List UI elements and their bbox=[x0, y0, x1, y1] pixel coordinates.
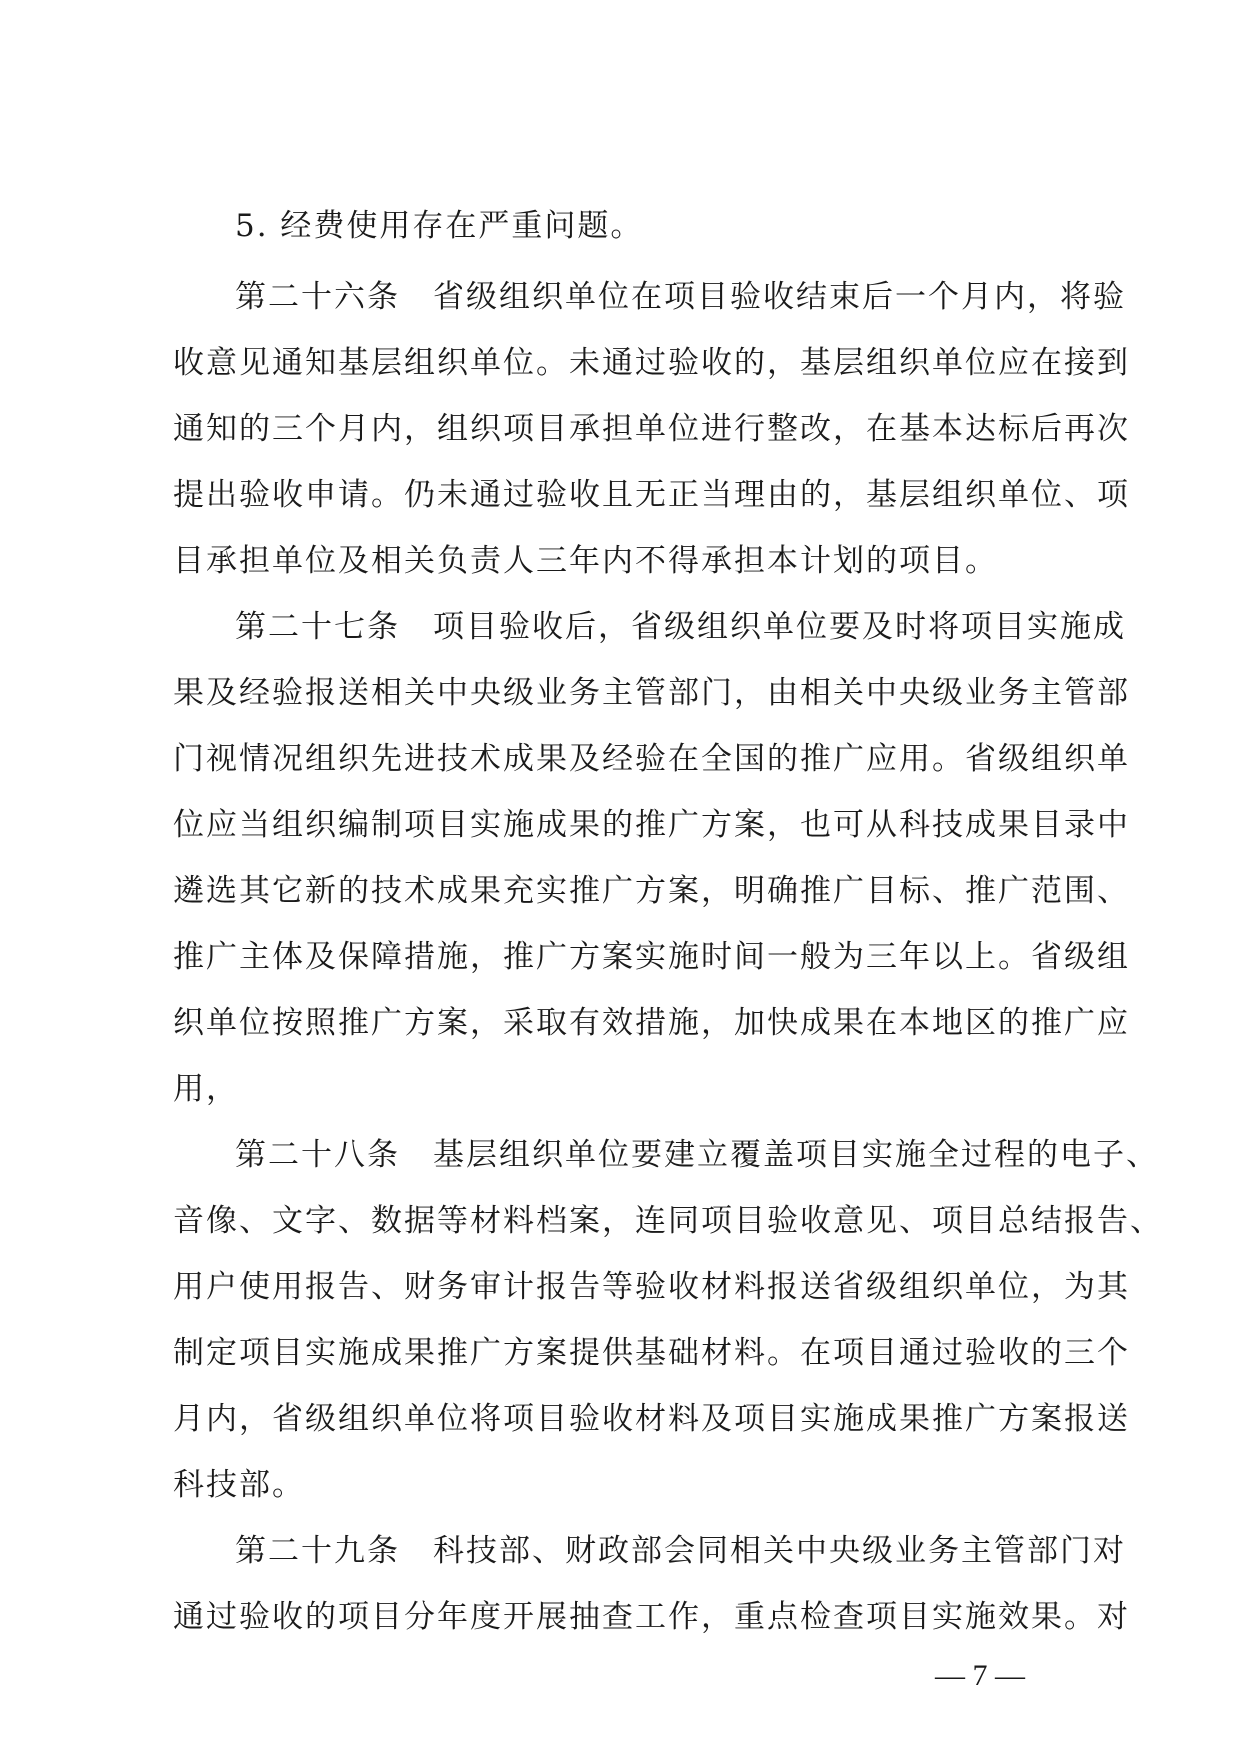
text-line: 月内，省级组织单位将项目验收材料及项目实施成果推广方案报送 bbox=[173, 1401, 1130, 1437]
text-line: 制定项目实施成果推广方案提供基础材料。在项目通过验收的三个 bbox=[173, 1335, 1130, 1371]
text-line: 用户使用报告、财务审计报告等验收材料报送省级组织单位，为其 bbox=[173, 1269, 1130, 1305]
text-line: 位应当组织编制项目实施成果的推广方案，也可从科技成果目录中 bbox=[173, 807, 1130, 843]
text-line: 第二十六条 省级组织单位在项目验收结束后一个月内，将验 bbox=[235, 279, 1126, 315]
text-line: 提出验收申请。仍未通过验收且无正当理由的，基层组织单位、项 bbox=[173, 477, 1130, 513]
text-line: 通知的三个月内，组织项目承担单位进行整改，在基本达标后再次 bbox=[173, 411, 1130, 447]
text-line: 推广主体及保障措施，推广方案实施时间一般为三年以上。省级组 bbox=[173, 939, 1130, 975]
text-line: 遴选其它新的技术成果充实推广方案，明确推广目标、推广范围、 bbox=[173, 873, 1130, 909]
page-number: — 7 — bbox=[935, 1659, 1025, 1692]
text-line: 第二十七条 项目验收后，省级组织单位要及时将项目实施成 bbox=[235, 609, 1126, 645]
text-line: 5. 经费使用存在严重问题。 bbox=[235, 208, 644, 244]
text-line: 音像、文字、数据等材料档案，连同项目验收意见、项目总结报告、 bbox=[173, 1203, 1163, 1239]
text-line: 第二十八条 基层组织单位要建立覆盖项目实施全过程的电子、 bbox=[235, 1137, 1159, 1173]
text-line: 科技部。 bbox=[173, 1467, 305, 1503]
text-line: 织单位按照推广方案，采取有效措施，加快成果在本地区的推广应 bbox=[173, 1005, 1130, 1041]
text-line: 第二十九条 科技部、财政部会同相关中央级业务主管部门对 bbox=[235, 1533, 1126, 1569]
text-line: 果及经验报送相关中央级业务主管部门，由相关中央级业务主管部 bbox=[173, 675, 1130, 711]
text-line: 门视情况组织先进技术成果及经验在全国的推广应用。省级组织单 bbox=[173, 741, 1130, 777]
text-line: 收意见通知基层组织单位。未通过验收的，基层组织单位应在接到 bbox=[173, 345, 1130, 381]
text-line: 通过验收的项目分年度开展抽查工作，重点检查项目实施效果。对 bbox=[173, 1599, 1130, 1635]
text-line: 用， bbox=[173, 1071, 239, 1107]
text-line: 目承担单位及相关负责人三年内不得承担本计划的项目。 bbox=[173, 543, 998, 579]
